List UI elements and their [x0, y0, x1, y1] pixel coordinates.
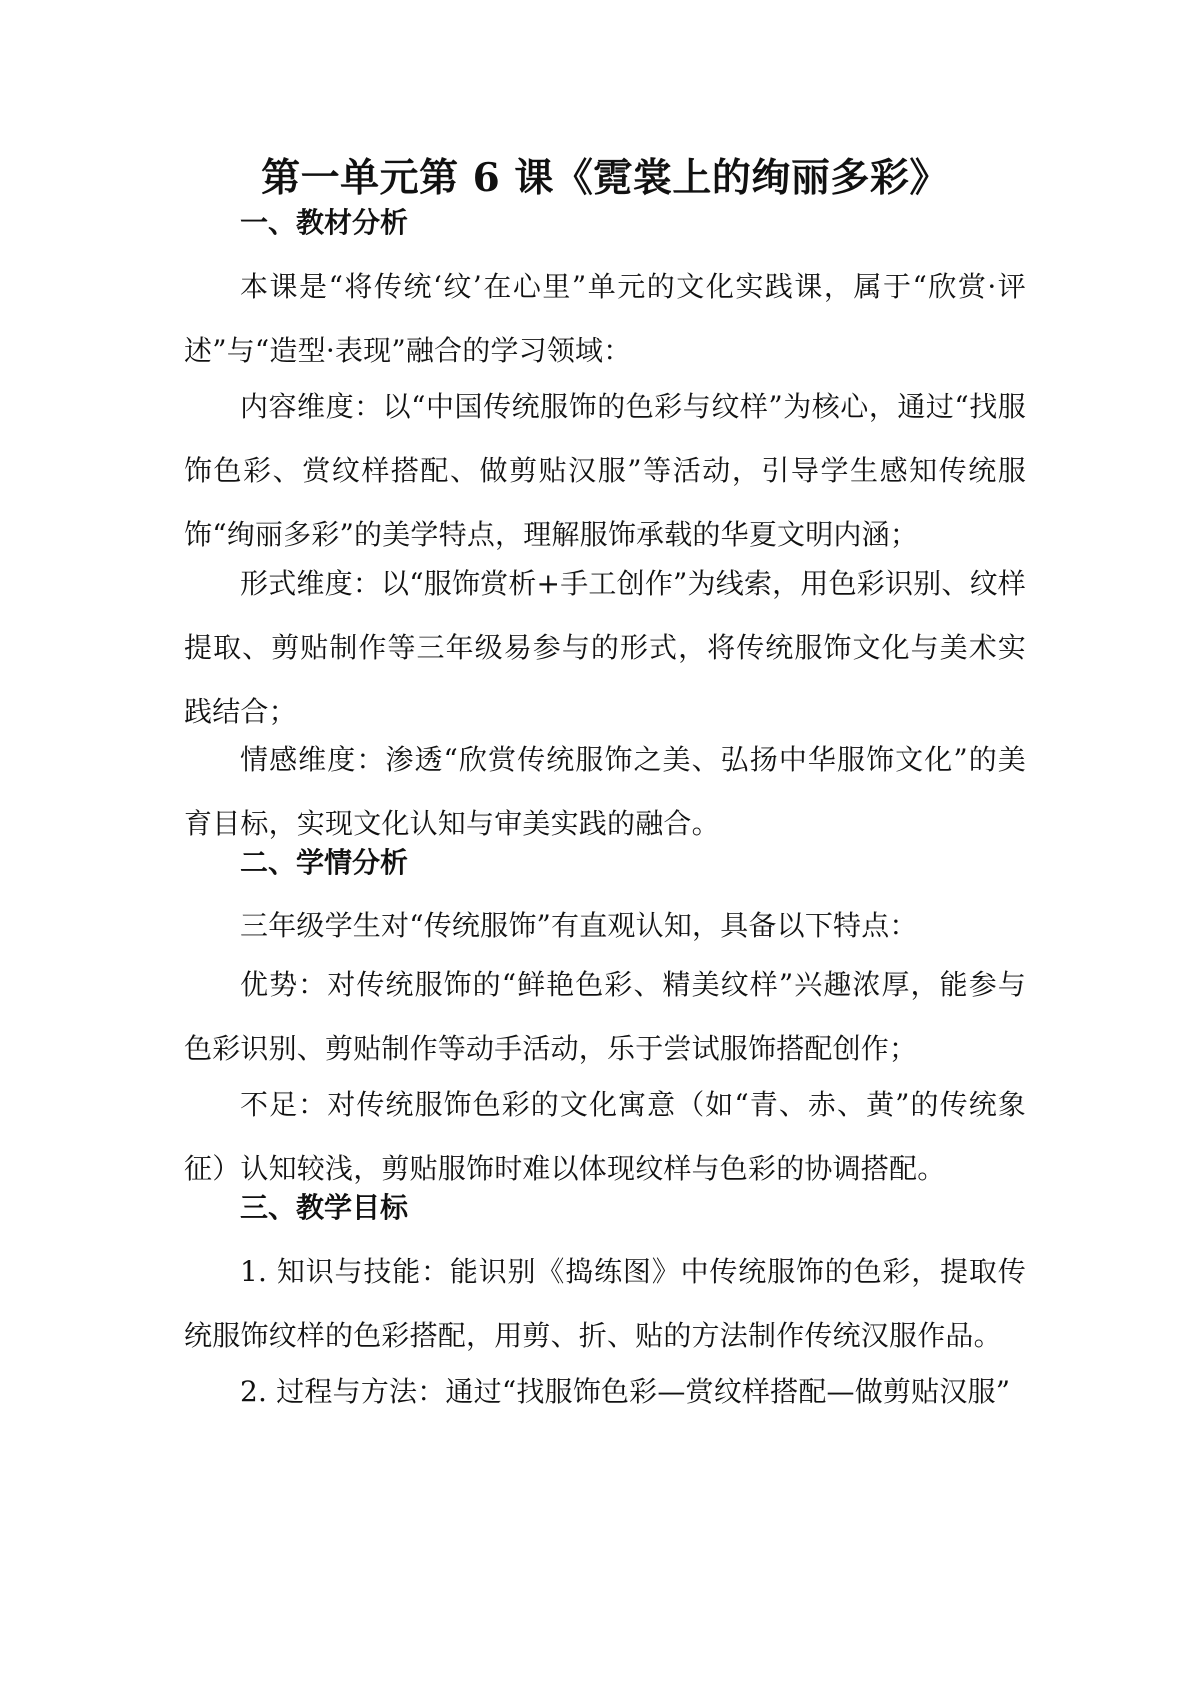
paragraph-goal-process-method: 2. 过程与方法：通过“找服饰色彩—赏纹样搭配—做剪贴汉服” [240, 1375, 1011, 1408]
paragraph-student-weaknesses: 不足：对传统服饰色彩的文化寓意（如“青、赤、黄”的传统象征）认知较浅，剪贴服饰时难以体现纹样与色彩的协调搭配。 [184, 1088, 1026, 1185]
paragraph-form-dimension: 形式维度：以“服饰赏析+手工创作”为线索，用色彩识别、纹样提取、剪贴制作等三年级易参与的形式，将传统服饰文化与美术实践结合； [184, 567, 1026, 728]
paragraph-student-strengths: 优势：对传统服饰的“鲜艳色彩、精美纹样”兴趣浓厚，能参与色彩识别、剪贴制作等动手活动，乐于尝试服饰搭配创作； [184, 968, 1026, 1065]
paragraph-student-features: 三年级学生对“传统服饰”有直观认知，具备以下特点： [240, 909, 918, 942]
document-title: 第一单元第 6 课《霓裳上的绚丽多彩》 [261, 155, 949, 201]
paragraph-lesson-overview: 本课是“将传统‘纹’在心里”单元的文化实践课，属于“欣赏·评述”与“造型·表现”融合的学习领域： [184, 270, 1026, 367]
paragraph-goal-knowledge-skills: 1. 知识与技能：能识别《捣练图》中传统服饰的色彩，提取传统服饰纹样的色彩搭配，用剪、折、贴的方法制作传统汉服作品。 [184, 1255, 1026, 1352]
section-heading-textbook-analysis: 一、教材分析 [240, 206, 409, 239]
paragraph-content-dimension: 内容维度：以“中国传统服饰的色彩与纹样”为核心，通过“找服饰色彩、赏纹样搭配、做剪贴汉服”等活动，引导学生感知传统服饰“绚丽多彩”的美学特点，理解服饰承载的华夏文明内涵； [184, 390, 1026, 551]
section-heading-teaching-goals: 三、教学目标 [240, 1191, 409, 1224]
paragraph-emotion-dimension: 情感维度：渗透“欣赏传统服饰之美、弘扬中华服饰文化”的美育目标，实现文化认知与审美实践的融合。 [184, 743, 1026, 840]
section-heading-student-analysis: 二、学情分析 [240, 846, 409, 879]
